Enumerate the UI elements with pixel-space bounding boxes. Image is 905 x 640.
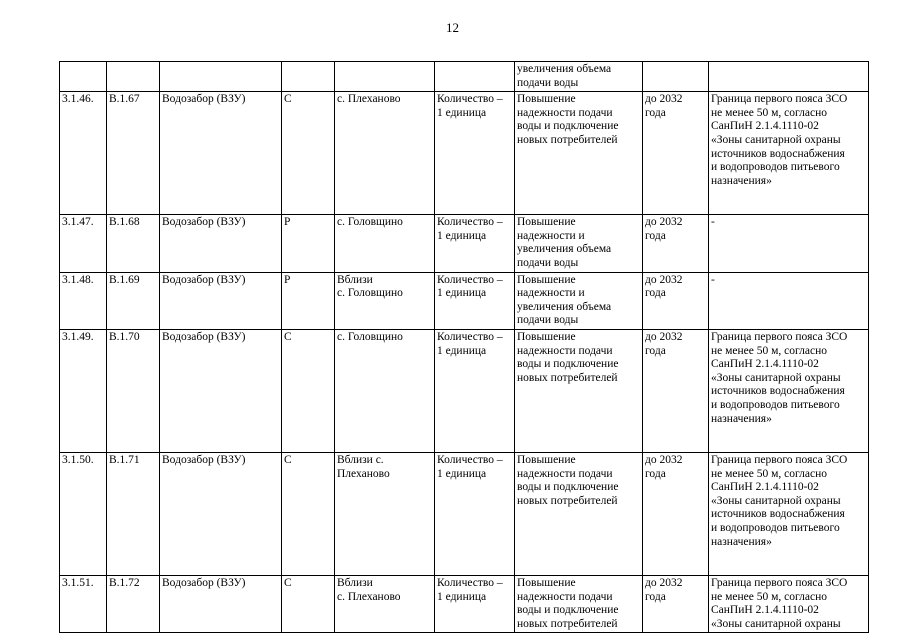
cell-status: Р xyxy=(282,272,335,329)
cell-code: В.1.67 xyxy=(107,92,160,215)
cell-purpose xyxy=(515,329,643,452)
cell-text-line: года xyxy=(645,467,666,480)
cell-text-line: увеличения объема xyxy=(517,300,612,313)
cell-text-line: назначения» xyxy=(711,535,772,548)
cell-text-line: воды и подключение xyxy=(517,120,619,133)
cell-text-line: Повышение xyxy=(517,576,576,589)
cell-text-line: года xyxy=(645,287,666,300)
cell-text-line: «Зоны санитарной охраны xyxy=(711,494,841,507)
cell-quantity xyxy=(435,272,515,329)
table-body xyxy=(60,62,869,633)
table-row xyxy=(60,575,869,632)
cell-name: Водозабор (ВЗУ) xyxy=(160,329,282,452)
table-row xyxy=(60,272,869,329)
cell-code: В.1.72 xyxy=(107,575,160,632)
cell-location: с. Головщино xyxy=(335,215,435,272)
cell-text-line: Количество – xyxy=(437,330,503,343)
cell-code: В.1.70 xyxy=(107,329,160,452)
cell-text-line: Граница первого пояса ЗСО xyxy=(711,93,848,106)
cell-quantity xyxy=(435,329,515,452)
cell-zone xyxy=(709,329,869,452)
cell-text-line: года xyxy=(645,106,666,119)
cell-text-line: надежности подачи xyxy=(517,467,613,480)
cell-term xyxy=(643,62,709,92)
cell-name: Водозабор (ВЗУ) xyxy=(160,575,282,632)
cell-text-line: подачи воды xyxy=(517,314,579,327)
cell-purpose xyxy=(515,92,643,215)
cell-term xyxy=(643,272,709,329)
cell-text-line: надежности и xyxy=(517,287,585,300)
cell-location: с. Плеханово xyxy=(335,92,435,215)
cell-zone xyxy=(709,575,869,632)
table-row xyxy=(60,329,869,452)
cell-text-line: СанПиН 2.1.4.1110-02 xyxy=(711,358,819,371)
cell-location xyxy=(335,452,435,575)
cell-text-line: Количество – xyxy=(437,216,503,229)
cell-location: с. Головщино xyxy=(335,329,435,452)
cell-zone: - xyxy=(709,215,869,272)
cell-code: В.1.68 xyxy=(107,215,160,272)
cell-text-line: надежности и xyxy=(517,229,585,242)
cell-text-line: Вблизи с. xyxy=(337,453,384,466)
cell-text-line: 1 единица xyxy=(437,106,487,119)
cell-text-line: Вблизи xyxy=(337,576,373,589)
cell-num: 3.1.49. xyxy=(60,329,107,452)
cell-purpose xyxy=(515,215,643,272)
cell-status: Р xyxy=(282,215,335,272)
cell-quantity xyxy=(435,452,515,575)
cell-text-line: новых потребителей xyxy=(517,371,618,384)
cell-text-line: года xyxy=(645,344,666,357)
cell-text-line: не менее 50 м, согласно xyxy=(711,590,827,603)
cell-text-line: года xyxy=(645,229,666,242)
cell-text-line: СанПиН 2.1.4.1110-02 xyxy=(711,604,819,617)
cell-text-line: новых потребителей xyxy=(517,617,618,630)
cell-text-line: и водопроводов питьевого xyxy=(711,161,840,174)
cell-text-line: Повышение xyxy=(517,330,576,343)
cell-text-line: надежности подачи xyxy=(517,590,613,603)
cell-text-line: воды и подключение xyxy=(517,481,619,494)
cell-zone xyxy=(709,92,869,215)
cell-name: Водозабор (ВЗУ) xyxy=(160,452,282,575)
cell-text-line: источников водоснабжения xyxy=(711,385,845,398)
cell-term xyxy=(643,329,709,452)
cell-text-line: Вблизи xyxy=(337,273,373,286)
cell-text-line: Повышение xyxy=(517,216,576,229)
cell-text-line: с. Плеханово xyxy=(337,590,401,603)
cell-num: 3.1.51. xyxy=(60,575,107,632)
cell-purpose xyxy=(515,62,643,92)
cell-text-line: новых потребителей xyxy=(517,494,618,507)
cell-status: С xyxy=(282,575,335,632)
cell-zone xyxy=(709,62,869,92)
cell-name: Водозабор (ВЗУ) xyxy=(160,92,282,215)
cell-purpose xyxy=(515,452,643,575)
cell-location xyxy=(335,62,435,92)
cell-status: С xyxy=(282,329,335,452)
cell-text-line: увеличения объема xyxy=(517,243,612,256)
cell-text-line: воды и подключение xyxy=(517,604,619,617)
cell-text-line: до 2032 xyxy=(645,576,683,589)
cell-text-line: надежности подачи xyxy=(517,344,613,357)
cell-term xyxy=(643,215,709,272)
table-row xyxy=(60,452,869,575)
cell-text-line: подачи воды xyxy=(517,76,579,89)
cell-location xyxy=(335,272,435,329)
cell-text-line: Повышение xyxy=(517,273,576,286)
cell-name: Водозабор (ВЗУ) xyxy=(160,272,282,329)
cell-text-line: СанПиН 2.1.4.1110-02 xyxy=(711,120,819,133)
cell-text-line: Граница первого пояса ЗСО xyxy=(711,453,848,466)
cell-status xyxy=(282,62,335,92)
cell-term xyxy=(643,92,709,215)
cell-text-line: Граница первого пояса ЗСО xyxy=(711,576,848,589)
cell-name: Водозабор (ВЗУ) xyxy=(160,215,282,272)
cell-num xyxy=(60,62,107,92)
cell-text-line: 1 единица xyxy=(437,287,487,300)
cell-text-line: 1 единица xyxy=(437,590,487,603)
cell-text-line: источников водоснабжения xyxy=(711,508,845,521)
cell-text-line: увеличения объема xyxy=(517,63,612,75)
cell-text-line: Плеханово xyxy=(337,467,390,480)
cell-text-line: до 2032 xyxy=(645,453,683,466)
cell-zone xyxy=(709,452,869,575)
cell-text-line: до 2032 xyxy=(645,330,683,343)
cell-text-line: воды и подключение xyxy=(517,358,619,371)
cell-text-line: назначения» xyxy=(711,174,772,187)
cell-name xyxy=(160,62,282,92)
cell-num: 3.1.48. xyxy=(60,272,107,329)
cell-status: С xyxy=(282,92,335,215)
cell-num: 3.1.47. xyxy=(60,215,107,272)
cell-quantity xyxy=(435,62,515,92)
water-intake-table xyxy=(59,61,869,633)
cell-text-line: «Зоны санитарной охраны xyxy=(711,617,841,630)
cell-text-line: Повышение xyxy=(517,453,576,466)
cell-term xyxy=(643,575,709,632)
cell-text-line: «Зоны санитарной охраны xyxy=(711,371,841,384)
cell-quantity xyxy=(435,215,515,272)
cell-text-line: «Зоны санитарной охраны xyxy=(711,133,841,146)
cell-text-line: 1 единица xyxy=(437,467,487,480)
page-number: 12 xyxy=(446,20,459,35)
cell-text-line: и водопроводов питьевого xyxy=(711,521,840,534)
cell-text-line: Количество – xyxy=(437,273,503,286)
cell-text-line: Количество – xyxy=(437,576,503,589)
cell-num: 3.1.50. xyxy=(60,452,107,575)
cell-text-line: подачи воды xyxy=(517,256,579,269)
cell-text-line: не менее 50 м, согласно xyxy=(711,467,827,480)
cell-text-line: и водопроводов питьевого xyxy=(711,398,840,411)
cell-quantity xyxy=(435,575,515,632)
cell-text-line: до 2032 xyxy=(645,273,683,286)
table-row-continuation xyxy=(60,62,869,92)
cell-text-line: Количество – xyxy=(437,93,503,106)
cell-text-line: с. Головщино xyxy=(337,287,403,300)
cell-text-line: не менее 50 м, согласно xyxy=(711,344,827,357)
cell-text-line: 1 единица xyxy=(437,229,487,242)
cell-code xyxy=(107,62,160,92)
cell-text-line: до 2032 xyxy=(645,93,683,106)
cell-code: В.1.69 xyxy=(107,272,160,329)
cell-code: В.1.71 xyxy=(107,452,160,575)
cell-text-line: до 2032 xyxy=(645,216,683,229)
cell-text-line: новых потребителей xyxy=(517,133,618,146)
cell-text-line: источников водоснабжения xyxy=(711,147,845,160)
cell-location xyxy=(335,575,435,632)
cell-text-line: не менее 50 м, согласно xyxy=(711,106,827,119)
cell-purpose xyxy=(515,575,643,632)
table-row xyxy=(60,215,869,272)
cell-text-line: Количество – xyxy=(437,453,503,466)
table-row xyxy=(60,92,869,215)
cell-zone: - xyxy=(709,272,869,329)
cell-status: С xyxy=(282,452,335,575)
cell-text-line: Граница первого пояса ЗСО xyxy=(711,330,848,343)
cell-text-line: 1 единица xyxy=(437,344,487,357)
cell-text-line: назначения» xyxy=(711,412,772,425)
cell-text-line: года xyxy=(645,590,666,603)
cell-text-line: надежности подачи xyxy=(517,106,613,119)
cell-text-line: Повышение xyxy=(517,93,576,106)
cell-purpose xyxy=(515,272,643,329)
cell-text-line: СанПиН 2.1.4.1110-02 xyxy=(711,481,819,494)
cell-num: 3.1.46. xyxy=(60,92,107,215)
cell-term xyxy=(643,452,709,575)
cell-quantity xyxy=(435,92,515,215)
